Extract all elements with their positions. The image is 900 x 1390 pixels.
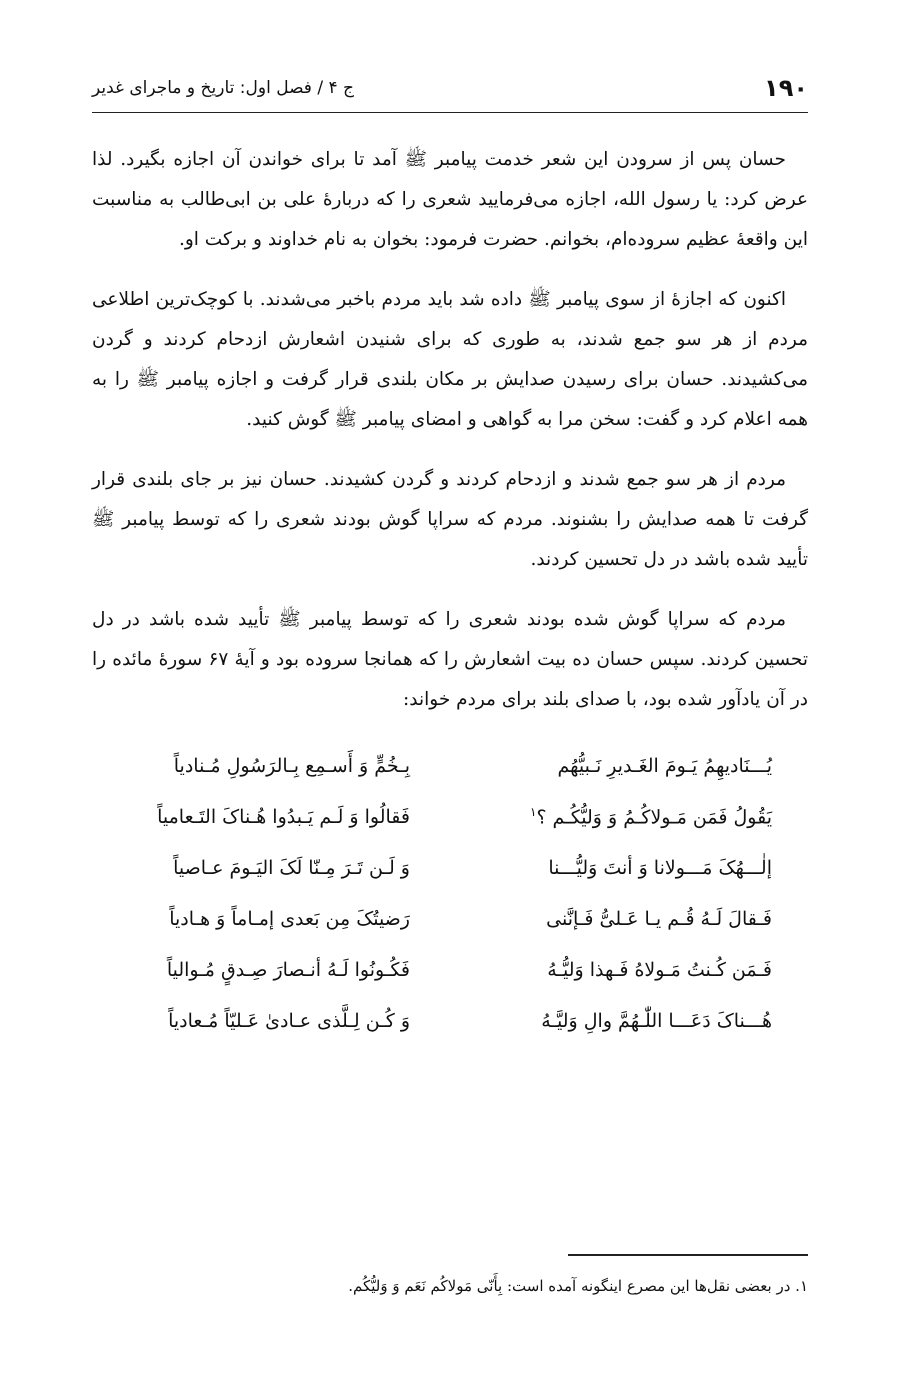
footnote: ۱. در بعضی نقل‌ها این مصرع اینگونه آمده است: بِأَنّی مَولاکُم نَعَم وَ وَلیُّکُم. [348, 1277, 808, 1295]
poem-verse-3 [92, 842, 808, 893]
verse-first-hemistich: یُـــنَادیهِمُ یَـومَ الغَـدیرِ نَـبیُّهُم [557, 754, 772, 777]
footnote-divider [568, 1254, 808, 1256]
paragraph-1: حسان پس از سرودن این شعر خدمت پیامبر ﷺ آمد تا برای خواندن آن اجازه بگیرد. لذا عرض کرد: یا رسول الله، اجازه می‌فرمایید شعری را که دربارهٔ علی بن ابی‌طالب به مناسبت این واقعهٔ عظیم سروده‌ام، بخوانم. حضرت فرمود: بخوان به نام خداوند و برکت او. [92, 149, 808, 250]
poem-verse-4 [92, 893, 808, 944]
body-text [92, 140, 808, 1046]
page-header [92, 70, 808, 113]
page-number: ۱۹۰ [764, 74, 808, 102]
paragraph-2: اکنون که اجازهٔ از سوی پیامبر ﷺ داده شد باید مردم باخبر می‌شدند. با کوچک‌ترین اطلاعی مردم از هر سو جمع شدند، به طوری که برای شنیدن اشعارش ازدحام کردند و گردن می‌کشیدند. حسان برای رسیدن صدایش بر مکان بلندی قرار گرفت و اجازه پیامبر ﷺ را به همه اعلام کرد و گفت: سخن مرا به گواهی و امضای پیامبر ﷺ گوش کنید. [92, 289, 808, 430]
verse-first-hemistich: إلٰـــهُکَ مَـــولانا وَ أنتَ وَلیُّـــنا [548, 856, 772, 879]
verse-second-hemistich: فَکُـونُوا لَـهُ أنـصارَ صِـدقٍ مُـوالیاً [166, 958, 410, 981]
verse-first-hemistich: فَـقالَ لَـهُ قُـم یـا عَـلیُّ فَـإنَّنی [546, 907, 772, 930]
poem [92, 740, 808, 1046]
verse-text: یَقُولُ فَمَن مَـولاکُـمُ وَ وَلیُّکُـم ؟ [536, 806, 772, 829]
running-title: ج ۴ / فصل اول: تاریخ و ماجرای غدیر [92, 78, 355, 98]
verse-first-hemistich [450, 805, 808, 828]
poem-verse-2 [92, 791, 808, 842]
verse-second-hemistich: فَقالُوا وَ لَـم یَـبدُوا هُـناکَ التَـعامیاً [157, 805, 410, 828]
paragraph-4: مردم که سراپا گوش شده بودند شعری را که توسط پیامبر ﷺ تأیید شده باشد در دل تحسین کردند. سپس حسان ده بیت اشعارش را که همانجا سروده بود و آیهٔ ۶۷ سورهٔ مائده را در آن یادآور شده بود، با صدای بلند برای مردم خواند: [92, 609, 809, 710]
verse-second-hemistich: رَضیتُکَ مِن بَعدی إمـاماً وَ هـادیاً [169, 907, 410, 930]
verse-first-hemistich: هُـــناکَ دَعَـــا اللّٰـهُمَّ والِ وَلیَّـهُ [541, 1009, 772, 1032]
verse-second-hemistich: وَ لَـن تَـرَ مِـنّا لَکَ الیَـومَ عـاصیاً [173, 856, 410, 879]
paragraph-3: مردم از هر سو جمع شدند و ازدحام کردند و گردن کشیدند. حسان نیز بر جای بلندی قرار گرفت تا همه صدایش را بشنوند. مردم که سراپا گوش بودند شعری را که توسط پیامبر ﷺ تأیید شده باشد در دل تحسین کردند. [92, 469, 808, 570]
poem-verse-5 [92, 944, 808, 995]
poem-verse-6 [92, 995, 808, 1046]
verse-second-hemistich: وَ کُـن لِـلَّذی عـادیٰ عَـلیّاً مُـعادیاً [168, 1009, 410, 1032]
verse-second-hemistich: بِـخُمٍّ وَ أَسـمِع بِـالرَسُولِ مُـنادیاً [173, 754, 410, 777]
footnote-reference[interactable]: ۱ [529, 804, 537, 819]
poem-verse-1 [92, 740, 808, 791]
verse-first-hemistich: فَـمَن کُـنتُ مَـولاهُ فَـهذا وَلیُّـهُ [547, 958, 772, 981]
